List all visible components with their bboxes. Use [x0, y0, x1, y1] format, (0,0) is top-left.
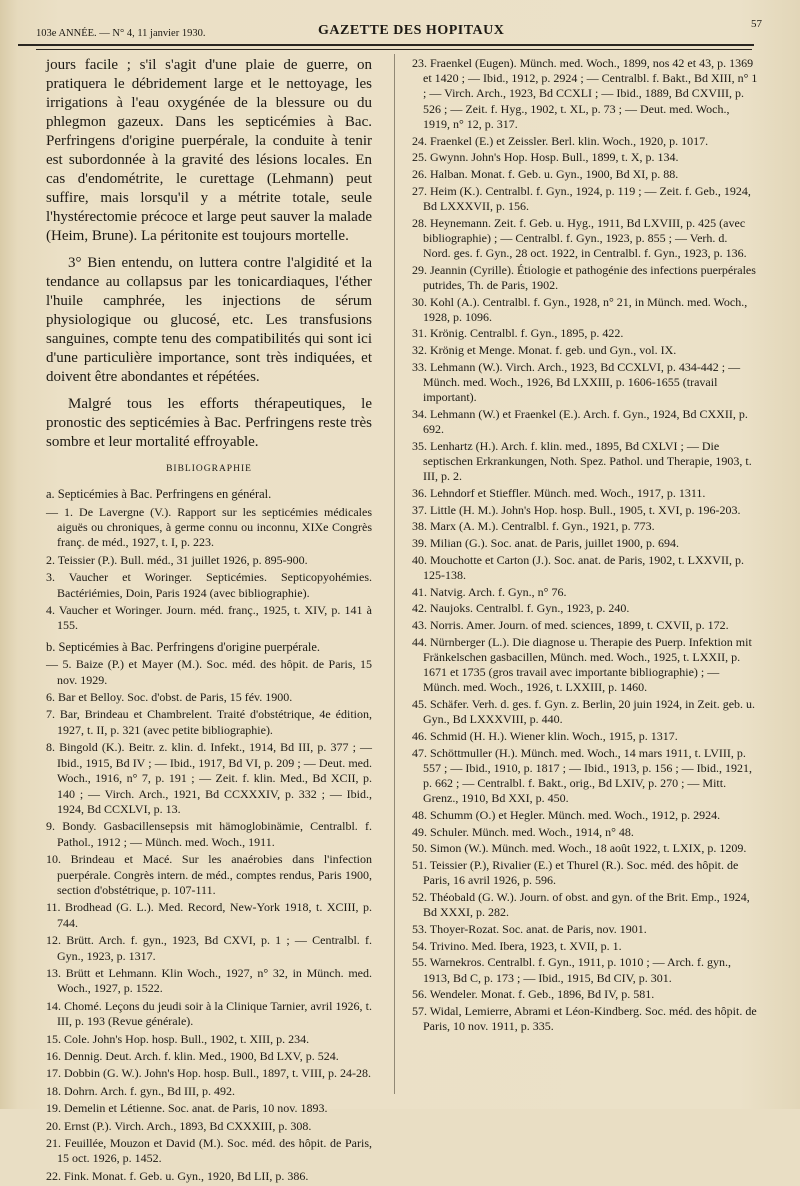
page-number: 57	[751, 18, 762, 30]
reference-entry: 47. Schöttmuller (H.). Münch. med. Woch., 14 mars 1911, t. LVIII, p. 557 ; — Ibid., 1910, p. 1817 ; — Ibid., 1913, p. 156 ; — Ibid., 1921, p. 662 ; — Centralbl. f. Bakt., orig., Bd LXIV, p. 270 ; — Mitt. Grenz., 1910, Bd XXI, p. 450.	[412, 745, 752, 806]
reference-entry: 23. Fraenkel (Eugen). Münch. med. Woch., 1899, nos 42 et 43, p. 1369 et 1420 ; — Ibid., 1912, p. 2924 ; — Centralbl. f. Bakt., Bd XIII, n° 1 ; — Virch. Arch., 1923, Bd CCXLI ; — Ibid., 1889, Bd CXVIII, p. 526 ; — Zeit. f. Hyg., 1902, t. XL, p. 73 ; — Deut. med. Woch., 1919, n° 12, p. 317.	[412, 56, 758, 131]
reference-entry: 57. Widal, Lemierre, Abrami et Léon-Kindberg. Soc. méd. des hôpit. de Paris, 10 nov. 1911, p. 335.	[412, 1003, 757, 1034]
left-column	[46, 56, 372, 1186]
reference-entry: 56. Wendeler. Monat. f. Geb., 1896, Bd IV, p. 581.	[412, 987, 655, 1002]
reference-entry: 42. Naujoks. Centralbl. f. Gyn., 1923, p. 240.	[412, 601, 630, 616]
reference-entry: 26. Halban. Monat. f. Geb. u. Gyn., 1900, Bd XI, p. 88.	[412, 166, 679, 181]
reference-entry: 50. Simon (W.). Münch. med. Woch., 18 août 1922, t. LXIX, p. 1209.	[412, 841, 747, 856]
reference-entry: 28. Heynemann. Zeit. f. Geb. u. Hyg., 1911, Bd LXVIII, p. 425 (avec bibliographie) ; — Centralbl. f. Gyn., 1923, p. 855 ; — Verh. d. Nord. ges. f. Gyn., 28 oct. 1922, in Centralbl. f. Gyn., 1923, p. 136.	[412, 215, 747, 260]
body-paragraph-1: jours facile ; s'il s'agit d'une plaie de guerre, on pratiquera le débridement large et le nettoyage, les irrigations à l'eau oxygénée de la blessure ou du phlegmon gazeux. Dans les septicémies à Bac. Perfringens d'origine puerpérale, la conduite à tenir est subordonnée à la gravité des lésions locales. En cas d'endométrite, le curettage (Lehmann) peut suffire, mais lorsqu'il y a métrite totale, seule l'hystérectomie précoce et large peut sauver la malade (Heim, Brune). La péritonite est toujours mortelle.	[46, 57, 372, 244]
reference-entry: 31. Krönig. Centralbl. f. Gyn., 1895, p. 422.	[412, 326, 624, 341]
column-divider	[394, 54, 395, 1094]
bibliography-heading: BIBLIOGRAPHIE	[166, 464, 252, 474]
header-rule	[36, 49, 752, 50]
reference-entry: 46. Schmid (H. H.). Wiener klin. Woch., 1915, p. 1317.	[412, 729, 678, 744]
reference-entry: 43. Norris. Amer. Journ. of med. sciences, 1899, t. CXVII, p. 172.	[412, 618, 729, 633]
reference-entry: 38. Marx (A. M.). Centralbl. f. Gyn., 1921, p. 773.	[412, 519, 655, 534]
reference-entry: 7. Bar, Brindeau et Chambrelent. Traité d'obstétrique, 4e édition, 1927, t. II, p. 321 (avec petite bibliographie).	[46, 707, 372, 737]
reference-entry: 55. Warnekros. Centralbl. f. Gyn., 1911, p. 1010 ; — Arch. f. gyn., 1913, Bd C, p. 173 ; — Ibid., 1915, Bd CIV, p. 301.	[412, 955, 731, 985]
reference-entry: 6. Bar et Belloy. Soc. d'obst. de Paris, 15 fév. 1900.	[46, 690, 293, 705]
section-b-heading: b. Septicémies à Bac. Perfringens d'origine puerpérale.	[46, 639, 321, 654]
reference-entry: 53. Thoyer-Rozat. Soc. anat. de Paris, nov. 1901.	[412, 921, 647, 936]
reference-entry: 33. Lehmann (W.). Virch. Arch., 1923, Bd CCXLVI, p. 434-442 ; — Münch. med. Woch., 1926, Bd LXXIII, p. 1606-1655 (travail important).	[412, 359, 741, 405]
references-a	[46, 505, 372, 634]
reference-entry: 36. Lehndorf et Stieffler. Münch. med. Woch., 1917, p. 1311.	[412, 485, 706, 500]
reference-entry: 12. Brütt. Arch. f. gyn., 1923, Bd CXVI, p. 1 ; — Centralbl. f. Gyn., 1923, p. 1317.	[46, 933, 372, 963]
reference-entry: 19. Demelin et Létienne. Soc. anat. de Paris, 10 nov. 1893.	[46, 1101, 328, 1116]
reference-entry: 21. Feuillée, Mouzon et David (M.). Soc. méd. des hôpit. de Paris, 15 oct. 1926, p. 1452.	[46, 1136, 372, 1166]
reference-entry: — 1. De Lavergne (V.). Rapport sur les septicémies médicales aiguës ou chroniques, à germe connu ou inconnu, XIXe Congrès franç. de méd., 1927, t. I, p. 223.	[46, 504, 372, 550]
reference-entry: 8. Bingold (K.). Beitr. z. klin. d. Infekt., 1914, Bd III, p. 377 ; — Ibid., 1915, Bd IV ; — Ibid., 1917, Bd VI, p. 209 ; — Deut. med. Woch., 1916, n° 7, p. 191 ; — Zeit. f. klin. Med., Bd XCII, p. 140 ; — Virch. Arch., 1921, Bd CCXXXIV, p. 332 ; — Ibid., 1924, Bd CCXLVI, p. 13.	[46, 740, 372, 816]
reference-entry: 37. Little (H. M.). John's Hop. hosp. Bull., 1905, t. XVI, p. 196-203.	[412, 502, 741, 517]
reference-entry: 45. Schäfer. Verh. d. ges. f. Gyn. z. Berlin, 20 juin 1924, in Zeit. geb. u. Gyn., Bd LXXXVIII, p. 440.	[412, 697, 756, 727]
reference-entry: 30. Kohl (A.). Centralbl. f. Gyn., 1928, n° 21, in Münch. med. Woch., 1928, p. 1096.	[412, 294, 748, 324]
reference-entry: 34. Lehmann (W.) et Fraenkel (E.). Arch. f. Gyn., 1924, Bd CXXII, p. 692.	[412, 406, 748, 437]
reference-entry: — 5. Baize (P.) et Mayer (M.). Soc. méd. des hôpit. de Paris, 15 nov. 1929.	[46, 657, 372, 687]
right-column	[412, 56, 758, 1036]
reference-entry: 54. Trivino. Med. Ibera, 1923, t. XVII, p. 1.	[412, 938, 622, 953]
body-paragraph-2: 3° Bien entendu, on luttera contre l'algidité et la tendance au collapsus par les tonicardiaques, l'éther l'huile camphrée, les injections de sérum physiologique ou glucosé, etc. Les transfusions sanguines, compte tenu des compatibilités qui sont ici d'une particulière importance, sont très indiquées, et doivent être abondantes et répétées.	[46, 255, 372, 385]
reference-entry: 10. Brindeau et Macé. Sur les anaérobies dans l'infection puerpérale. Congrès intern. de méd., comptes rendus, Paris 1900, section d'obstétrique, p. 107-111.	[46, 852, 372, 897]
reference-entry: 41. Natvig. Arch. f. Gyn., n° 76.	[412, 584, 567, 599]
section-a-heading: a. Septicémies à Bac. Perfringens en général.	[46, 487, 272, 501]
reference-entry: 44. Nürnberger (L.). Die diagnose u. Therapie des Puerp. Infektion mit Fränkelschen gasbacillen, Münch. med. Woch., 1925, t. LXXII, p. 1671 et 1735 (gros travail avec importante bibliographie) ; — Münch. med. Woch., 1926, t. LXXIII, p. 1460.	[412, 634, 752, 695]
reference-entry: 4. Vaucher et Woringer. Journ. méd. franç., 1925, t. XIV, p. 141 à 155.	[46, 602, 372, 633]
references-right	[412, 56, 758, 1034]
reference-entry: 16. Dennig. Deut. Arch. f. klin. Med., 1900, Bd LXV, p. 524.	[46, 1049, 339, 1063]
reference-entry: 48. Schumm (O.) et Hegler. Münch. med. Woch., 1912, p. 2924.	[412, 808, 721, 823]
reference-entry: 35. Lenhartz (H.). Arch. f. klin. med., 1895, Bd CXLVI ; — Die septischen Erkrankungen, Noth. Spez. Pathol. und Therapie, 1903, t. III, p. 2.	[412, 438, 752, 484]
reference-entry: 52. Théobald (G. W.). Journ. of obst. and gyn. of the Brit. Emp., 1924, Bd XXXI, p. 282.	[412, 890, 750, 920]
references-b	[46, 657, 372, 1184]
reference-entry: 22. Fink. Monat. f. Geb. u. Gyn., 1920, Bd LII, p. 386.	[46, 1168, 309, 1183]
journal-title: GAZETTE DES HOPITAUX	[318, 23, 505, 38]
reference-entry: 25. Gwynn. John's Hop. Hosp. Bull., 1899, t. X, p. 134.	[412, 150, 679, 165]
reference-entry: 11. Brodhead (G. L.). Med. Record, New-York 1918, t. XCIII, p. 744.	[46, 900, 372, 930]
reference-entry: 2. Teissier (P.). Bull. méd., 31 juillet 1926, p. 895-900.	[46, 552, 308, 567]
reference-entry: 27. Heim (K.). Centralbl. f. Gyn., 1924, p. 119 ; — Zeit. f. Geb., 1924, Bd LXXXVII, p. 156.	[412, 183, 751, 213]
reference-entry: 49. Schuler. Münch. med. Woch., 1914, n° 48.	[412, 824, 634, 839]
reference-entry: 13. Brütt et Lehmann. Klin Woch., 1927, n° 32, in Münch. med. Woch., 1927, p. 1522.	[46, 965, 372, 996]
issue-line: 103e ANNÉE. — N° 4, 11 janvier 1930.	[36, 28, 206, 39]
reference-entry: 9. Bondy. Gasbacillensepsis mit hämoglobinämie, Centralbl. f. Pathol., 1912 ; — Münch. med. Woch., 1911.	[46, 819, 372, 849]
page-header	[18, 18, 762, 46]
reference-entry: 51. Teissier (P.), Rivalier (E.) et Thurel (R.). Soc. méd. des hôpit. de Paris, 16 avril 1926, p. 596.	[412, 858, 739, 888]
reference-entry: 18. Dohrn. Arch. f. gyn., Bd III, p. 492.	[46, 1083, 235, 1098]
reference-entry: 3. Vaucher et Woringer. Septicémies. Septicopyohémies. Bactériémies, Doin, Paris 1924 (avec bibliographie).	[46, 570, 372, 600]
reference-entry: 14. Chomé. Leçons du jeudi soir à la Clinique Tarnier, avril 1926, t. III, p. 193 (Revue générale).	[46, 998, 372, 1029]
body-paragraph-3: Malgré tous les efforts thérapeutiques, le pronostic des septicémies à Bac. Perfringens reste très sombre et leur mortalité effroyable.	[46, 396, 372, 450]
reference-entry: 40. Mouchotte et Carton (J.). Soc. anat. de Paris, 1902, t. LXXVII, p. 125-138.	[412, 552, 744, 582]
reference-entry: 15. Cole. John's Hop. hosp. Bull., 1902, t. XIII, p. 234.	[46, 1031, 310, 1046]
reference-entry: 17. Dobbin (G. W.). John's Hop. hosp. Bull., 1897, t. VIII, p. 24-28.	[46, 1066, 371, 1081]
reference-entry: 20. Ernst (P.). Virch. Arch., 1893, Bd CXXXIII, p. 308.	[46, 1118, 312, 1133]
reference-entry: 32. Krönig et Menge. Monat. f. geb. und Gyn., vol. IX.	[412, 343, 677, 358]
reference-entry: 39. Milian (G.). Soc. anat. de Paris, juillet 1900, p. 694.	[412, 536, 679, 551]
reference-entry: 29. Jeannin (Cyrille). Étiologie et pathogénie des infections puerpérales putrides, Th. de Paris, 1902.	[412, 262, 756, 292]
reference-entry: 24. Fraenkel (E.) et Zeissler. Berl. klin. Woch., 1920, p. 1017.	[412, 133, 709, 148]
